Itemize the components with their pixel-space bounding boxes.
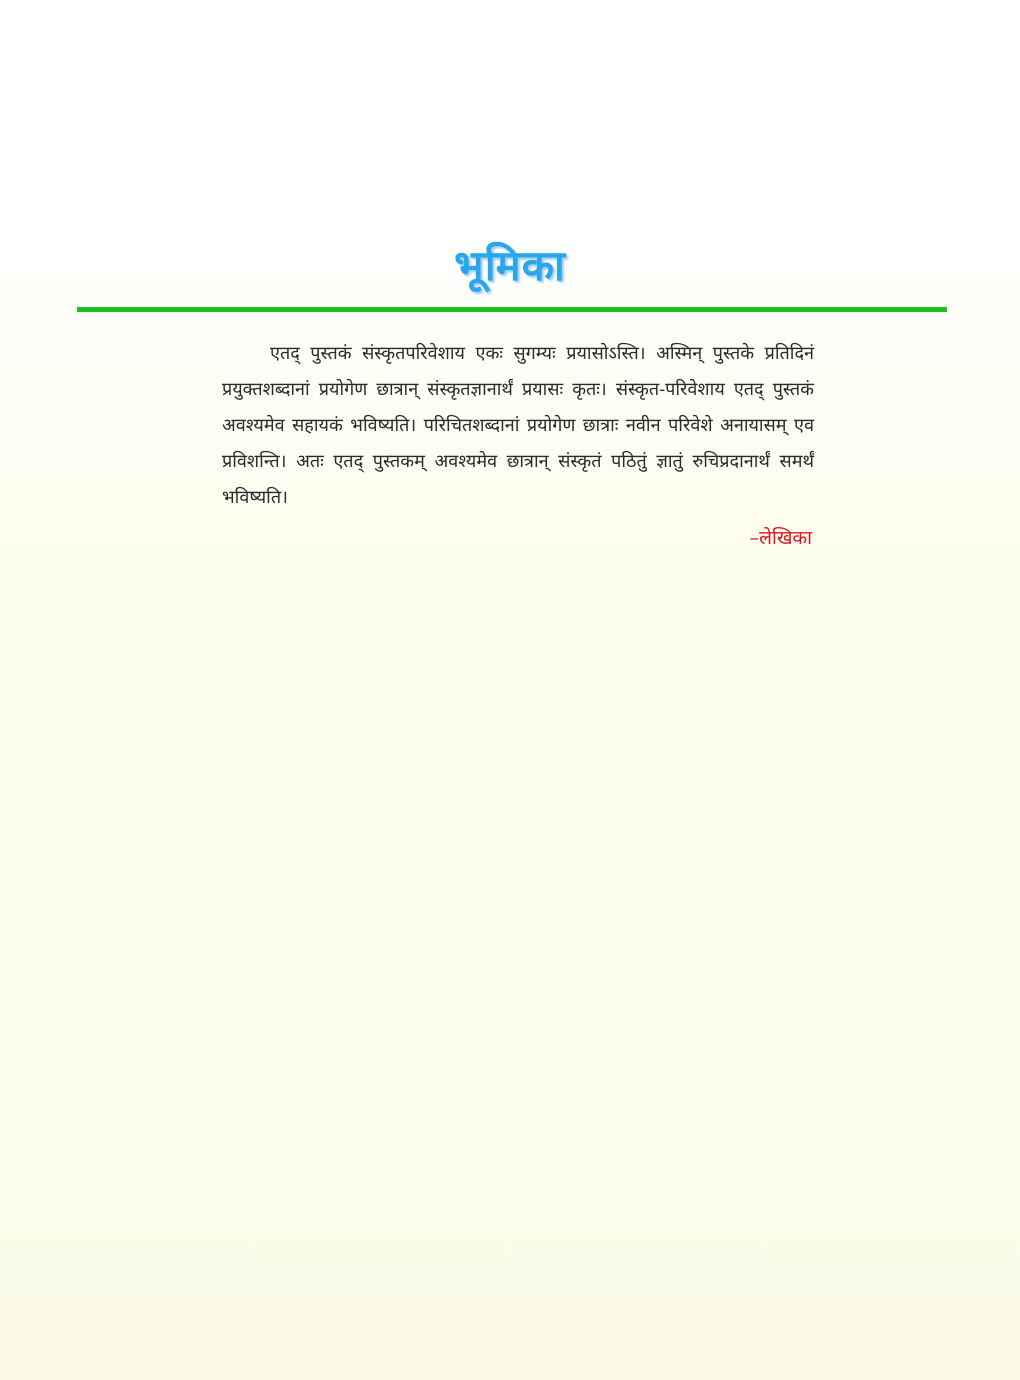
- page-title: भूमिका: [454, 241, 566, 290]
- preface-paragraph: एतद् पुस्तकं संस्कृतपरिवेशाय एकः सुगम्यः प्रयासोऽस्ति। अस्मिन् पुस्तके प्रतिदिनं प्रयुक्तशब्दानां प्रयोगेण छात्रान् संस्कृतज्ञानार्थं प्रयासः कृतः। संस्कृत-परिवेशाय एतद् पुस्तकं अवश्यमेव सहायकं भविष्यति। परिचितशब्दानां प्रयोगेण छात्राः नवीन परिवेशे अनायासम् एव प्रविशन्ति। अतः एतद् पुस्तकम् अवश्यमेव छात्रान् संस्कृतं पठितुं ज्ञातुं रुचिप्रदानार्थं समर्थं भविष्यति।: [222, 343, 814, 508]
- author-signature: –लेखिका: [749, 527, 812, 549]
- title-divider: [77, 307, 947, 312]
